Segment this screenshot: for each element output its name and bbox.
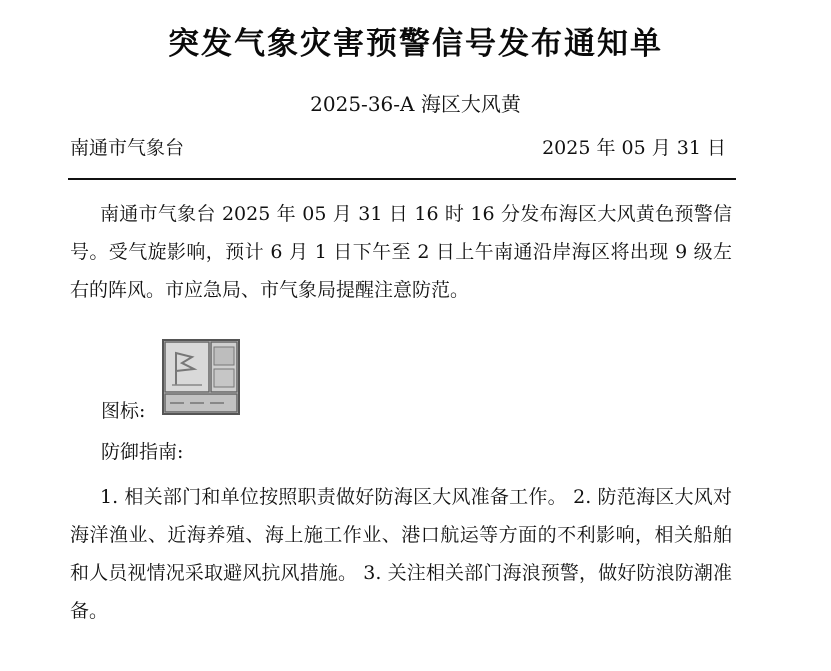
guide-heading: 防御指南: <box>101 441 184 463</box>
warning-signal-icon <box>162 339 240 415</box>
document-title: 突发气象灾害预警信号发布通知单 <box>168 26 663 62</box>
header-divider <box>68 178 736 180</box>
notice-body: 南通市气象台 2025 年 05 月 31 日 16 时 16 分发布海区大风黄色预警信号。受气旋影响，预计 6 月 1 日下午至 2 日上午南通沿岸海区将出现 9 级左右的阵风。市应急局、市气象局提醒注意防范。 <box>70 203 732 301</box>
signal-code: 2025-36-A 海区大风黄 <box>310 92 521 116</box>
guide-body: 1. 相关部门和单位按照职责做好防海区大风准备工作。 2. 防范海区大风对海洋渔业、近海养殖、海上施工作业、港口航运等方面的不利影响，相关船舶和人员视情况采取避风抗风措施。 3. 关注相关部门海浪预警，做好防浪防潮准备。 <box>70 486 732 622</box>
icon-label: 图标: <box>101 400 146 422</box>
issue-date: 2025 年 05 月 31 日 <box>542 137 726 159</box>
issuer-name: 南通市气象台 <box>70 137 185 159</box>
